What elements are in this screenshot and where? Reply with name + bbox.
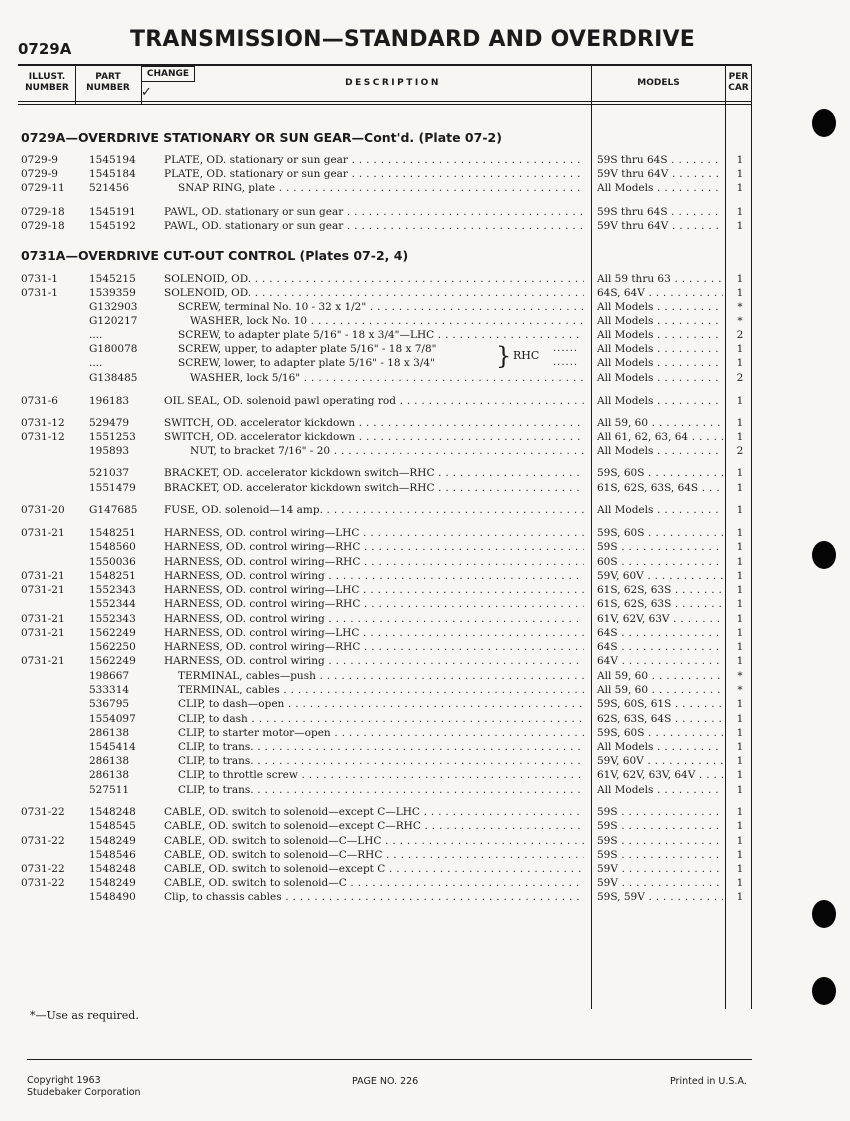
per-car: 2 (736, 329, 744, 341)
table-row (0, 862, 850, 876)
description: CLIP, to trans. . . . (178, 783, 584, 797)
illus-number: 0731-21 (21, 584, 65, 596)
description: HARNESS, OD. control wiring—RHC . . . (164, 555, 584, 569)
description: CABLE, OD. switch to solenoid—C—RHC . . . (164, 848, 584, 862)
copyright: Copyright 1963 (27, 1075, 101, 1086)
description: OIL SEAL, OD. solenoid pawl operating rod . . . (164, 394, 584, 408)
table-row (0, 466, 850, 480)
per-car: 1 (736, 343, 744, 355)
part-number: 1551479 (89, 482, 136, 494)
description: SCREW, upper, to adapter plate 5/16" - 18 x 7/8" (178, 343, 437, 355)
models: 59S . . . (597, 540, 723, 554)
per-car: 1 (736, 820, 744, 832)
per-car: 1 (736, 784, 744, 796)
per-car: 1 (736, 727, 744, 739)
models: 59S . . . (597, 848, 723, 862)
description: WASHER, lock 5/16" . . . (190, 371, 584, 385)
illus-number: 0729-9 (21, 168, 58, 180)
part-number: 536795 (89, 698, 130, 710)
section-title: 0729A—OVERDRIVE STATIONARY OR SUN GEAR—Cont'd. (Plate 07-2) (21, 130, 502, 145)
table-row (0, 597, 850, 611)
part-number: 1552343 (89, 613, 136, 625)
part-number: 527511 (89, 784, 130, 796)
footer-rule (27, 1059, 752, 1060)
header-part: PART NUMBER (86, 72, 130, 93)
description: BRACKET, OD. accelerator kickdown switch—RHC . . . (164, 466, 584, 480)
table-row (0, 805, 850, 819)
table-row (0, 726, 850, 740)
part-number: 286138 (89, 769, 130, 781)
models: All 59, 60 . . . (597, 669, 723, 683)
table-row (0, 181, 850, 195)
company: Studebaker Corporation (27, 1087, 141, 1098)
description: PLATE, OD. stationary or sun gear . . . (164, 167, 584, 181)
models: All Models . . . (597, 444, 723, 458)
leader-dots: ...... (553, 357, 579, 368)
part-number: 198667 (89, 670, 130, 682)
illus-number: 0731-21 (21, 627, 65, 639)
description: HARNESS, OD. control wiring . . . (164, 569, 584, 583)
per-car: * (737, 684, 743, 696)
leader-dots: ...... (553, 343, 579, 354)
description: FUSE, OD. solenoid—14 amp. . . . (164, 503, 584, 517)
description: TERMINAL, cables . . . (178, 683, 584, 697)
description: HARNESS, OD. control wiring—RHC . . . (164, 640, 584, 654)
binder-hole-icon (812, 900, 836, 928)
footnote: *—Use as required. (30, 1009, 139, 1022)
description: SOLENOID, OD. . . . (164, 272, 584, 286)
part-number: 286138 (89, 727, 130, 739)
per-car: 1 (736, 154, 744, 166)
illus-number: 0731-1 (21, 287, 58, 299)
part-number: 1545194 (89, 154, 136, 166)
header-illus: ILLUST. NUMBER (25, 72, 69, 93)
table-row (0, 205, 850, 219)
header-bottom-rule (18, 101, 751, 102)
models: All Models . . . (597, 356, 723, 370)
illus-number: 0731-21 (21, 655, 65, 667)
models: 64S . . . (597, 640, 723, 654)
per-car: 1 (736, 863, 744, 875)
per-car: 1 (736, 541, 744, 553)
models: 59S thru 64S . . . (597, 153, 723, 167)
description: HARNESS, OD. control wiring—LHC . . . (164, 626, 584, 640)
per-car: 1 (736, 698, 744, 710)
part-number: 521037 (89, 467, 130, 479)
per-car: 1 (736, 417, 744, 429)
part-number: 1545215 (89, 273, 136, 285)
illus-number: 0731-21 (21, 570, 65, 582)
illus-number: 0731-1 (21, 273, 58, 285)
per-car: 1 (736, 835, 744, 847)
description: CLIP, to dash—open . . . (178, 697, 584, 711)
description: HARNESS, OD. control wiring . . . (164, 654, 584, 668)
rhc-note: RHC (513, 349, 540, 362)
part-number: 1562250 (89, 641, 136, 653)
header-bottom-rule-2 (18, 104, 751, 105)
table-row (0, 342, 850, 356)
per-car: 1 (736, 206, 744, 218)
description: CLIP, to trans. . . . (178, 754, 584, 768)
per-car: 1 (736, 556, 744, 568)
table-row (0, 394, 850, 408)
part-number: G120217 (89, 315, 138, 327)
models: 59S . . . (597, 819, 723, 833)
description: CLIP, to throttle screw . . . (178, 768, 584, 782)
table-row (0, 683, 850, 697)
per-car: 1 (736, 168, 744, 180)
models: All 59, 60 . . . (597, 683, 723, 697)
models: 59S thru 64S . . . (597, 205, 723, 219)
models: 64S, 64V . . . (597, 286, 723, 300)
per-car: 1 (736, 627, 744, 639)
table-row (0, 356, 850, 370)
models: 61V, 62V, 63V, 64V . . . (597, 768, 723, 782)
per-car: 1 (736, 287, 744, 299)
description: CLIP, to dash . . . (178, 712, 584, 726)
header-top-rule (18, 64, 751, 66)
per-car: 1 (736, 570, 744, 582)
part-number: 1539359 (89, 287, 136, 299)
models: 61S, 62S, 63S . . . (597, 597, 723, 611)
models: 59S, 59V . . . (597, 890, 723, 904)
part-number: 1548546 (89, 849, 136, 861)
table-row (0, 848, 850, 862)
part-number: 1550036 (89, 556, 136, 568)
table-row (0, 876, 850, 890)
description: CABLE, OD. switch to solenoid—except C—RHC . . . (164, 819, 584, 833)
per-car: 1 (736, 395, 744, 407)
illus-number: 0731-22 (21, 877, 65, 889)
description: PLATE, OD. stationary or sun gear . . . (164, 153, 584, 167)
header-description: DESCRIPTION (345, 78, 441, 88)
description: PAWL, OD. stationary or sun gear . . . (164, 219, 584, 233)
illus-number: 0729-18 (21, 220, 65, 232)
per-car: 1 (736, 220, 744, 232)
models: 59V thru 64V . . . (597, 167, 723, 181)
table-row (0, 430, 850, 444)
table-row (0, 481, 850, 495)
header-per: PER CAR (728, 72, 749, 93)
models: 59V . . . (597, 876, 723, 890)
table-row (0, 555, 850, 569)
table-row (0, 286, 850, 300)
per-car: 1 (736, 527, 744, 539)
models: 59V . . . (597, 862, 723, 876)
description: CABLE, OD. switch to solenoid—C . . . (164, 876, 584, 890)
per-car: 1 (736, 584, 744, 596)
header-models: MODELS (637, 78, 680, 88)
part-number: .... (89, 329, 103, 341)
models: 61S, 62S, 63S, 64S . . . (597, 481, 723, 495)
part-number: 1545414 (89, 741, 136, 753)
per-car: 2 (736, 372, 744, 384)
models: All Models . . . (597, 181, 723, 195)
table-row (0, 768, 850, 782)
description: SCREW, to adapter plate 5/16" - 18 x 3/4"—LHC . . . (178, 328, 584, 342)
illus-number: 0731-22 (21, 863, 65, 875)
models: 61S, 62S, 63S . . . (597, 583, 723, 597)
models: 59S, 60S . . . (597, 726, 723, 740)
per-car: 2 (736, 445, 744, 457)
models: All Models . . . (597, 740, 723, 754)
table-row (0, 300, 850, 314)
table-row (0, 669, 850, 683)
illus-number: 0731-21 (21, 527, 65, 539)
illus-number: 0729-9 (21, 154, 58, 166)
page-title: TRANSMISSION—STANDARD AND OVERDRIVE (130, 27, 695, 52)
table-row (0, 328, 850, 342)
models: 59S . . . (597, 805, 723, 819)
per-car: 1 (736, 613, 744, 625)
table-row (0, 503, 850, 517)
models: All Models . . . (597, 314, 723, 328)
per-car: 1 (736, 877, 744, 889)
table-row (0, 444, 850, 458)
description: SNAP RING, plate . . . (178, 181, 584, 195)
part-number: 286138 (89, 755, 130, 767)
part-number: 1548251 (89, 527, 136, 539)
description: SCREW, terminal No. 10 - 32 x 1/2" . . . (178, 300, 584, 314)
table-row (0, 153, 850, 167)
models: 59V thru 64V . . . (597, 219, 723, 233)
models: All 59 thru 63 . . . (597, 272, 723, 286)
models: All Models . . . (597, 783, 723, 797)
description: CLIP, to trans. . . . (178, 740, 584, 754)
table-row (0, 712, 850, 726)
table-row (0, 640, 850, 654)
part-number: 1551253 (89, 431, 136, 443)
table-row (0, 314, 850, 328)
part-number: 1562249 (89, 627, 136, 639)
per-car: 1 (736, 482, 744, 494)
models: All Models . . . (597, 300, 723, 314)
part-number: 1554097 (89, 713, 136, 725)
part-number: .... (89, 357, 103, 369)
illus-number: 0731-6 (21, 395, 58, 407)
per-car: * (737, 670, 743, 682)
part-number: G180078 (89, 343, 138, 355)
models: All Models . . . (597, 394, 723, 408)
models: 59S, 60S, 61S . . . (597, 697, 723, 711)
description: SCREW, lower, to adapter plate 5/16" - 18 x 3/4" (178, 357, 435, 369)
part-number: 1548248 (89, 863, 136, 875)
description: Clip, to chassis cables . . . (164, 890, 584, 904)
part-number: 529479 (89, 417, 130, 429)
per-car: 1 (736, 273, 744, 285)
part-number: 1548560 (89, 541, 136, 553)
illus-number: 0729-11 (21, 182, 65, 194)
per-car: 1 (736, 755, 744, 767)
per-car: 1 (736, 891, 744, 903)
table-row (0, 219, 850, 233)
binder-hole-icon (812, 977, 836, 1005)
part-number: 1548251 (89, 570, 136, 582)
models: 59V, 60V . . . (597, 569, 723, 583)
models: All Models . . . (597, 328, 723, 342)
table-row (0, 569, 850, 583)
models: 62S, 63S, 64S . . . (597, 712, 723, 726)
part-number: 1548249 (89, 877, 136, 889)
part-number: 1552343 (89, 584, 136, 596)
footer-left (27, 1075, 141, 1099)
part-number: 1545184 (89, 168, 136, 180)
description: CABLE, OD. switch to solenoid—except C . . . (164, 862, 584, 876)
header-change: CHANGE (146, 69, 190, 79)
table-row (0, 819, 850, 833)
per-car: * (737, 301, 743, 313)
models: 60S . . . (597, 555, 723, 569)
part-number: 521456 (89, 182, 130, 194)
table-row (0, 540, 850, 554)
models: 59S, 60S . . . (597, 526, 723, 540)
description: NUT, to bracket 7/16" - 20 . . . (190, 444, 584, 458)
part-number: G147685 (89, 504, 138, 516)
per-car: 1 (736, 431, 744, 443)
illus-number: 0731-22 (21, 835, 65, 847)
part-number: G138485 (89, 372, 138, 384)
models: All Models . . . (597, 371, 723, 385)
table-row (0, 697, 850, 711)
binder-hole-icon (812, 109, 836, 137)
description: WASHER, lock No. 10 . . . (190, 314, 584, 328)
per-car: 1 (736, 849, 744, 861)
part-number: G132903 (89, 301, 138, 313)
illus-number: 0731-22 (21, 806, 65, 818)
part-number: 1548490 (89, 891, 136, 903)
description: CABLE, OD. switch to solenoid—except C—LHC . . . (164, 805, 584, 819)
table-row (0, 416, 850, 430)
table-row (0, 583, 850, 597)
part-number: 196183 (89, 395, 130, 407)
models: 59S, 60S . . . (597, 466, 723, 480)
per-car: 1 (736, 741, 744, 753)
description: HARNESS, OD. control wiring—RHC . . . (164, 540, 584, 554)
description: CLIP, to starter motor—open . . . (178, 726, 584, 740)
per-car: 1 (736, 655, 744, 667)
description: HARNESS, OD. control wiring . . . (164, 612, 584, 626)
per-car: * (737, 315, 743, 327)
illus-number: 0731-20 (21, 504, 65, 516)
part-number: 1548248 (89, 806, 136, 818)
part-number: 1548545 (89, 820, 136, 832)
description: HARNESS, OD. control wiring—LHC . . . (164, 526, 584, 540)
per-car: 1 (736, 504, 744, 516)
per-car: 1 (736, 467, 744, 479)
models: 64S . . . (597, 626, 723, 640)
per-car: 1 (736, 182, 744, 194)
page-code: 0729A (18, 40, 72, 58)
table-row (0, 754, 850, 768)
part-number: 1545192 (89, 220, 136, 232)
page-number: PAGE NO. 226 (352, 1076, 419, 1087)
description: SOLENOID, OD. . . . (164, 286, 584, 300)
models: 59S . . . (597, 834, 723, 848)
section-title: 0731A—OVERDRIVE CUT-OUT CONTROL (Plates 07-2, 4) (21, 248, 409, 263)
part-number: 1548249 (89, 835, 136, 847)
brace-mark: } (496, 342, 512, 370)
part-number: 1562249 (89, 655, 136, 667)
printed-in: Printed in U.S.A. (670, 1076, 747, 1087)
table-row (0, 167, 850, 181)
col-divider-1 (75, 64, 76, 104)
description: PAWL, OD. stationary or sun gear . . . (164, 205, 584, 219)
models: All Models . . . (597, 503, 723, 517)
models: All 59, 60 . . . (597, 416, 723, 430)
part-number: 195893 (89, 445, 130, 457)
table-row (0, 526, 850, 540)
per-car: 1 (736, 769, 744, 781)
description: BRACKET, OD. accelerator kickdown switch—RHC . . . (164, 481, 584, 495)
illus-number: 0731-12 (21, 431, 65, 443)
illus-number: 0731-21 (21, 613, 65, 625)
binder-hole-icon (812, 541, 836, 569)
per-car: 1 (736, 713, 744, 725)
description: HARNESS, OD. control wiring—RHC . . . (164, 597, 584, 611)
table-row (0, 371, 850, 385)
per-car: 1 (736, 598, 744, 610)
change-check-icon: ✓ (141, 85, 152, 100)
table-row (0, 740, 850, 754)
table-row (0, 890, 850, 904)
table-row (0, 612, 850, 626)
illus-number: 0729-18 (21, 206, 65, 218)
per-car: 1 (736, 357, 744, 369)
table-row (0, 834, 850, 848)
description: SWITCH, OD. accelerator kickdown . . . (164, 430, 584, 444)
per-car: 1 (736, 641, 744, 653)
part-number: 1552344 (89, 598, 136, 610)
models: All Models . . . (597, 342, 723, 356)
table-row (0, 654, 850, 668)
part-number: 1545191 (89, 206, 136, 218)
models: 59V, 60V . . . (597, 754, 723, 768)
part-number: 533314 (89, 684, 130, 696)
models: All 61, 62, 63, 64 . . . (597, 430, 723, 444)
description: TERMINAL, cables—push . . . (178, 669, 584, 683)
description: SWITCH, OD. accelerator kickdown . . . (164, 416, 584, 430)
description: CABLE, OD. switch to solenoid—C—LHC . . . (164, 834, 584, 848)
table-row (0, 272, 850, 286)
models: 64V . . . (597, 654, 723, 668)
description: HARNESS, OD. control wiring—LHC . . . (164, 583, 584, 597)
table-row (0, 626, 850, 640)
per-car: 1 (736, 806, 744, 818)
illus-number: 0731-12 (21, 417, 65, 429)
table-row (0, 783, 850, 797)
models: 61V, 62V, 63V . . . (597, 612, 723, 626)
